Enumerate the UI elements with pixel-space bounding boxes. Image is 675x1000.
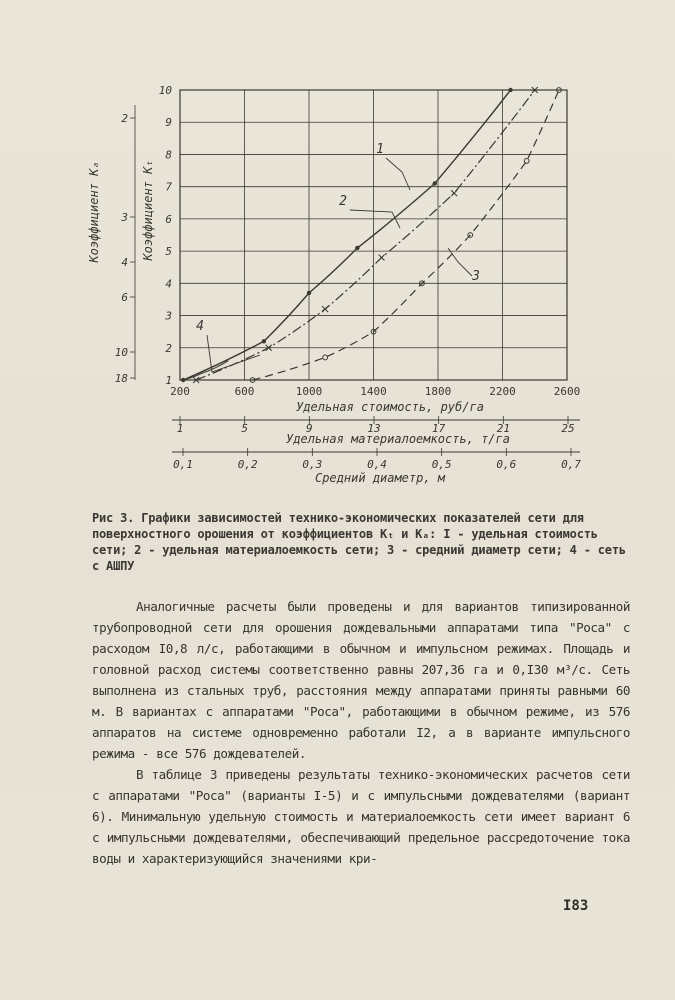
marker-3-5 bbox=[524, 158, 529, 163]
kt-tick-0: 1 bbox=[165, 374, 172, 387]
x1-tick-1: 600 bbox=[234, 385, 255, 398]
figure-caption bbox=[92, 510, 632, 574]
chart-markers bbox=[181, 87, 561, 383]
kt-tick-5: 6 bbox=[165, 212, 172, 226]
x2-tick-4: 17 bbox=[432, 422, 446, 435]
kt-tick-3: 4 bbox=[165, 277, 172, 291]
kt-tick-4: 5 bbox=[165, 245, 172, 259]
ka-axis-title: Коэффициент Kₐ bbox=[87, 161, 101, 263]
x3-tick-3: 0,4 bbox=[367, 458, 387, 471]
kt-tick-1: 2 bbox=[165, 341, 172, 355]
x3-tick-0: 0,1 bbox=[173, 458, 193, 471]
x3-tick-1: 0,2 bbox=[237, 458, 258, 471]
x2-tick-6: 25 bbox=[561, 422, 575, 435]
caption-label: Рис 3. bbox=[92, 511, 135, 525]
kt-axis-title: Коэффициент Kₜ bbox=[141, 159, 155, 261]
ka-tick-1: 3 bbox=[121, 211, 128, 224]
x1-tick-2: 1000 bbox=[295, 385, 323, 398]
ka-tick-0: 2 bbox=[121, 112, 128, 125]
kt-tick-8: 9 bbox=[165, 116, 172, 130]
ka-tick-2: 4 bbox=[121, 256, 128, 269]
kt-tick-9: 10 bbox=[158, 84, 172, 97]
ka-tick-5: 18 bbox=[114, 372, 128, 385]
chart-labels bbox=[87, 142, 510, 485]
kt-tick-2: 3 bbox=[165, 309, 172, 323]
x3-tick-2: 0,3 bbox=[302, 458, 323, 471]
paragraph-2: В таблице 3 приведены результаты технико-экономических расчетов сети с аппаратами "Роса" (варианты I-5) и с импульсными дождевателями (вариант 6). Минимальную удельную стоимость и материалоемкость сети имеет вариант 6 с импульсными дождевателями, обеспечивающий предельное рассредоточение тока воды и характеризующийся значениями кри- bbox=[92, 767, 630, 866]
marker-1-5 bbox=[508, 88, 512, 92]
kt-tick-6: 7 bbox=[165, 180, 172, 194]
marker-3-1 bbox=[323, 355, 328, 360]
x2-tick-5: 21 bbox=[496, 422, 510, 435]
x3-tick-6: 0,7 bbox=[561, 458, 581, 471]
caption-text: Графики зависимостей технико-экономических показателей сети для поверхностного орошения от коэффициентов Kₜ и Kₐ: I - удельная стоимость сети; 2 - удельная материалоемкость сети; 3 - средний диаметр сети; 4 - сеть с АШПУ bbox=[92, 511, 626, 573]
x1-tick-3: 1400 bbox=[360, 385, 387, 398]
x2-tick-0: 1 bbox=[176, 422, 184, 435]
ka-tick-4: 10 bbox=[114, 346, 128, 359]
curve-label-1: 1 bbox=[376, 142, 384, 157]
x1-tick-5: 2200 bbox=[489, 385, 516, 398]
marker-2-2 bbox=[322, 306, 328, 312]
marker-1-0 bbox=[181, 378, 185, 382]
marker-1-4 bbox=[433, 181, 437, 185]
curve-label-3: 3 bbox=[472, 269, 480, 284]
marker-1-2 bbox=[307, 291, 311, 295]
x2-tick-1: 5 bbox=[241, 422, 248, 435]
x2-tick-2: 9 bbox=[306, 422, 313, 435]
ka-tick-3: 6 bbox=[121, 291, 128, 304]
x2-tick-3: 13 bbox=[367, 422, 381, 435]
body-text bbox=[92, 596, 630, 869]
x3-axis-title: Средний диаметр, м bbox=[314, 471, 446, 485]
curve-label-4: 4 bbox=[196, 319, 204, 334]
marker-1-1 bbox=[262, 339, 266, 343]
x1-tick-6: 2600 bbox=[553, 385, 581, 398]
x1-axis-title: Удельная стоимость, руб/га bbox=[296, 400, 484, 414]
kt-tick-7: 8 bbox=[165, 148, 172, 162]
x1-tick-4: 1800 bbox=[424, 385, 452, 398]
curve-leader-3 bbox=[448, 248, 472, 276]
x1-tick-0: 200 bbox=[170, 385, 190, 398]
marker-2-3 bbox=[379, 255, 385, 261]
curve-label-2: 2 bbox=[339, 194, 347, 209]
curve-1 bbox=[183, 90, 510, 380]
x2-axis-title: Удельная материалоемкость, т/га bbox=[286, 432, 510, 446]
curve-3 bbox=[253, 90, 559, 380]
curve-leader-1 bbox=[386, 158, 410, 190]
chart-curves bbox=[180, 90, 559, 380]
page-number: I83 bbox=[563, 898, 589, 914]
x3-tick-4: 0,5 bbox=[431, 458, 452, 471]
marker-2-4 bbox=[451, 190, 457, 196]
x3-tick-5: 0,6 bbox=[496, 458, 517, 471]
paragraph-1: Аналогичные расчеты были проведены и для вариантов типизированной трубопроводной сети для орошения дождевальными аппаратами типа "Роса" с расходом I0,8 л/с, работающими в обычном и импульсном режимах. Площадь и головной расход системы соответственно равны 207,36 га и 0,I30 м³/с. Сеть выполнена из стальных труб, расстояния между аппаратами приняты равными 60 м. В вариантах с аппаратами "Роса", работающими в обычном режиме, из 576 аппаратов на системе одновременно работали I2, а в варианте импульсного режима - все 576 дождевателей. bbox=[92, 599, 630, 761]
marker-1-3 bbox=[355, 246, 359, 250]
